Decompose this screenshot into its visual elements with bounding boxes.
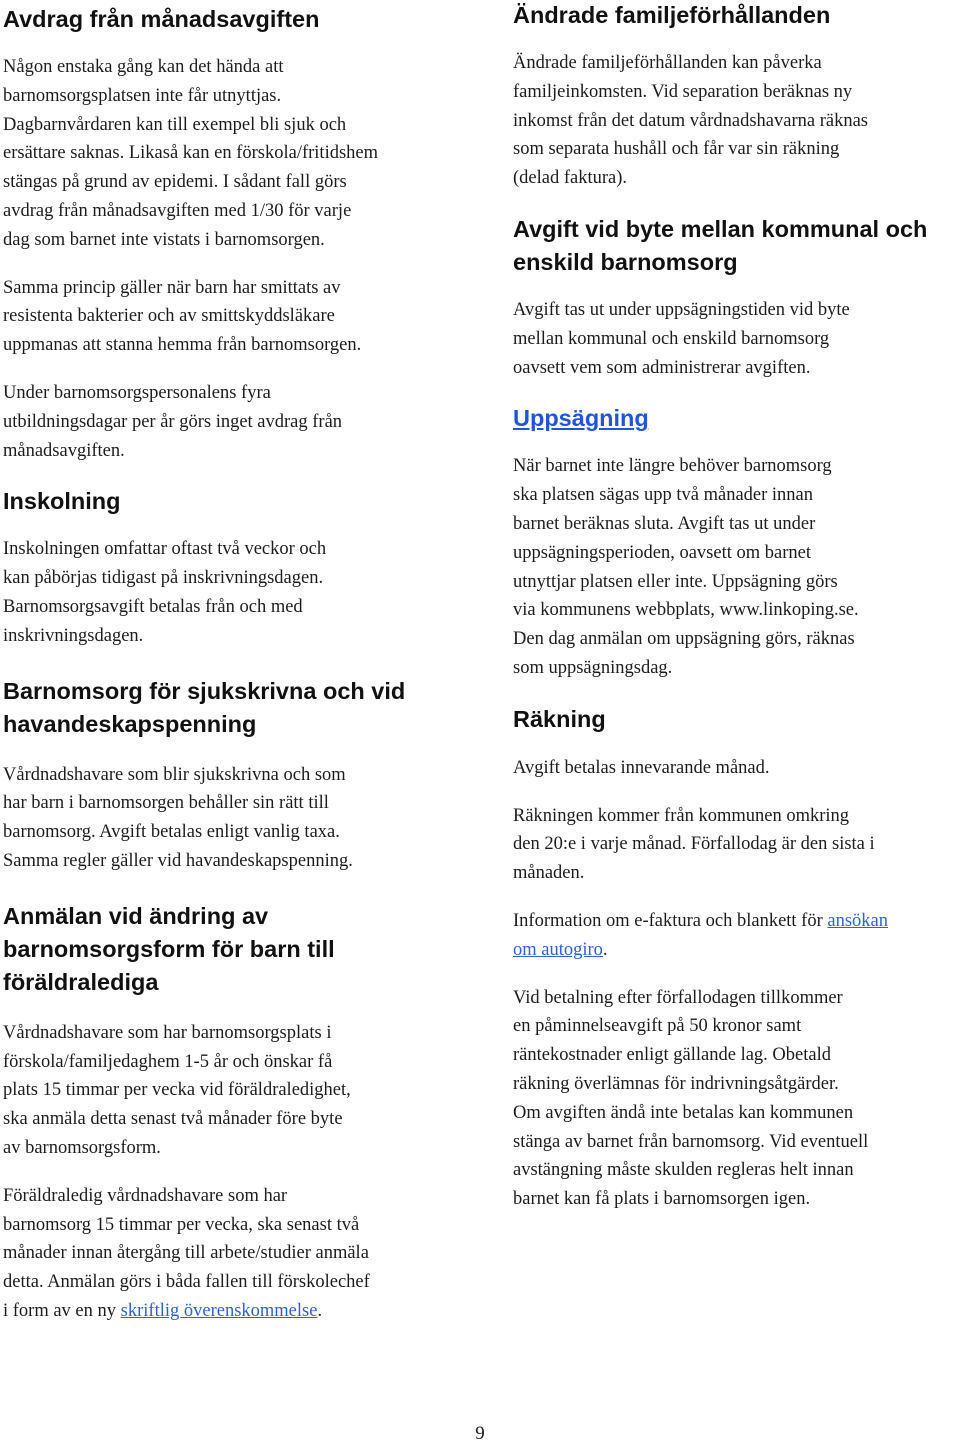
left-column	[3, 0, 453, 1326]
paragraph-rakning-3	[513, 907, 958, 965]
paragraph-inskolning: Inskolningen omfattar oftast två veckor och kan påbörjas tidigast på inskrivningsdagen. Barnomsorgsavgift betalas från och med inskrivningsdagen.	[3, 539, 327, 646]
paragraph-rakning-4: Vid betalning efter förfallodagen tillkommer en påminnelseavgift på 50 kronor samt räntekostnader enligt gällande lag. Obetald räkning överlämnas för indrivningsåtgärder. Om avgiften ändå inte betalas kan kommunen stänga av barnet från barnomsorg. Vid eventuell avstängning måste skulden regleras helt innan barnet kan få plats i barnomsorgen igen.	[513, 987, 869, 1210]
paragraph-sjukskrivna: Vårdnadshavare som blir sjukskrivna och som har barn i barnomsorgen behåller sin rätt till barnomsorg. Avgift betalas enligt vanlig taxa. Samma regler gäller vid havandeskapspenning.	[3, 764, 353, 871]
paragraph-byte-barnomsorg: Avgift tas ut under uppsägningstiden vid byte mellan kommunal och enskild barnomsorg oavsett vem som administrerar avgiften.	[513, 299, 850, 378]
heading-anmalan: Anmälan vid ändring av barnomsorgsform för barn till föräldralediga	[3, 902, 335, 995]
heading-familjeforhallanden: Ändrade familjeförhållanden	[513, 2, 831, 28]
page-number: 9	[475, 1423, 485, 1444]
paragraph-rakning-1: Avgift betalas innevarande månad.	[513, 757, 770, 778]
heading-sjukskrivna: Barnomsorg för sjukskrivna och vid havandeskapspenning	[3, 677, 406, 737]
paragraph-anmalan-1: Vårdnadshavare som har barnomsorgsplats i förskola/familjedaghem 1-5 år och önskar få plats 15 timmar per vecka vid föräldraledighet, ska anmäla detta senast två månader före byte av barnomsorgsform.	[3, 1022, 351, 1158]
link-skriftlig-overenskommelse[interactable]: skriftlig överenskommelse	[120, 1300, 318, 1321]
heading-rakning: Räkning	[513, 705, 606, 732]
paragraph-avdrag-1: Någon enstaka gång kan det hända att barnomsorgsplatsen inte får utnyttjas. Dagbarnvårdaren kan till exempel bli sjuk och ersättare saknas. Likaså kan en förskola/fritidshem stängas på grund av epidemi. I sådant fall görs avdrag från månadsavgiften med 1/30 för varje dag som barnet inte vistats i barnomsorgen.	[3, 57, 379, 250]
paragraph-rakning-2: Räkningen kommer från kommunen omkring den 20:e i varje månad. Förfallodag är den sista i månaden.	[513, 805, 875, 884]
paragraph-avdrag-2: Samma princip gäller när barn har smittats av resistenta bakterier och av smittskyddsläkare uppmanas att stanna hemma från barnomsorgen.	[3, 277, 362, 356]
heading-byte-barnomsorg: Avgift vid byte mellan kommunal och enskild barnomsorg	[513, 215, 928, 275]
paragraph-uppsagning: När barnet inte längre behöver barnomsorg ska platsen sägas upp två månader innan barnet beräknas sluta. Avgift tas ut under uppsägningsperioden, oavsett om barnet utnyttjar platsen eller inte. Uppsägning görs via kommunens webbplats, www.linkoping.se. Den dag anmälan om uppsägning görs, räknas som uppsägningsdag.	[513, 456, 859, 678]
paragraph-avdrag-3: Under barnomsorgspersonalens fyra utbildningsdagar per år görs inget avdrag från månadsavgiften.	[3, 382, 343, 461]
heading-inskolning: Inskolning	[3, 488, 121, 515]
paragraph-anmalan-2-end: .	[317, 1300, 323, 1321]
heading-uppsagning-link[interactable]: Uppsägning	[513, 405, 649, 432]
paragraph-rakning-3-end: .	[602, 939, 608, 960]
paragraph-rakning-3-text: Information om e-faktura och blankett för	[513, 910, 828, 931]
paragraph-anmalan-2	[3, 1182, 453, 1326]
right-column	[513, 0, 958, 1214]
heading-avdrag: Avdrag från månadsavgiften	[3, 6, 320, 32]
link-ansokan-autogiro[interactable]: ansökan om autogiro	[513, 910, 889, 960]
paragraph-familjeforhallanden: Ändrade familjeförhållanden kan påverka familjeinkomsten. Vid separation beräknas ny inkomst från det datum vårdnadshavarna räknas som separata hushåll och får var sin räkning (delad faktura).	[513, 53, 868, 189]
paragraph-anmalan-2-text: Föräldraledig vårdnadshavare som har barnomsorg 15 timmar per vecka, ska senast två månader innan återgång till arbete/studier anmäla detta. Anmälan görs i båda fallen till förskolechef i form av en ny	[3, 1185, 370, 1321]
